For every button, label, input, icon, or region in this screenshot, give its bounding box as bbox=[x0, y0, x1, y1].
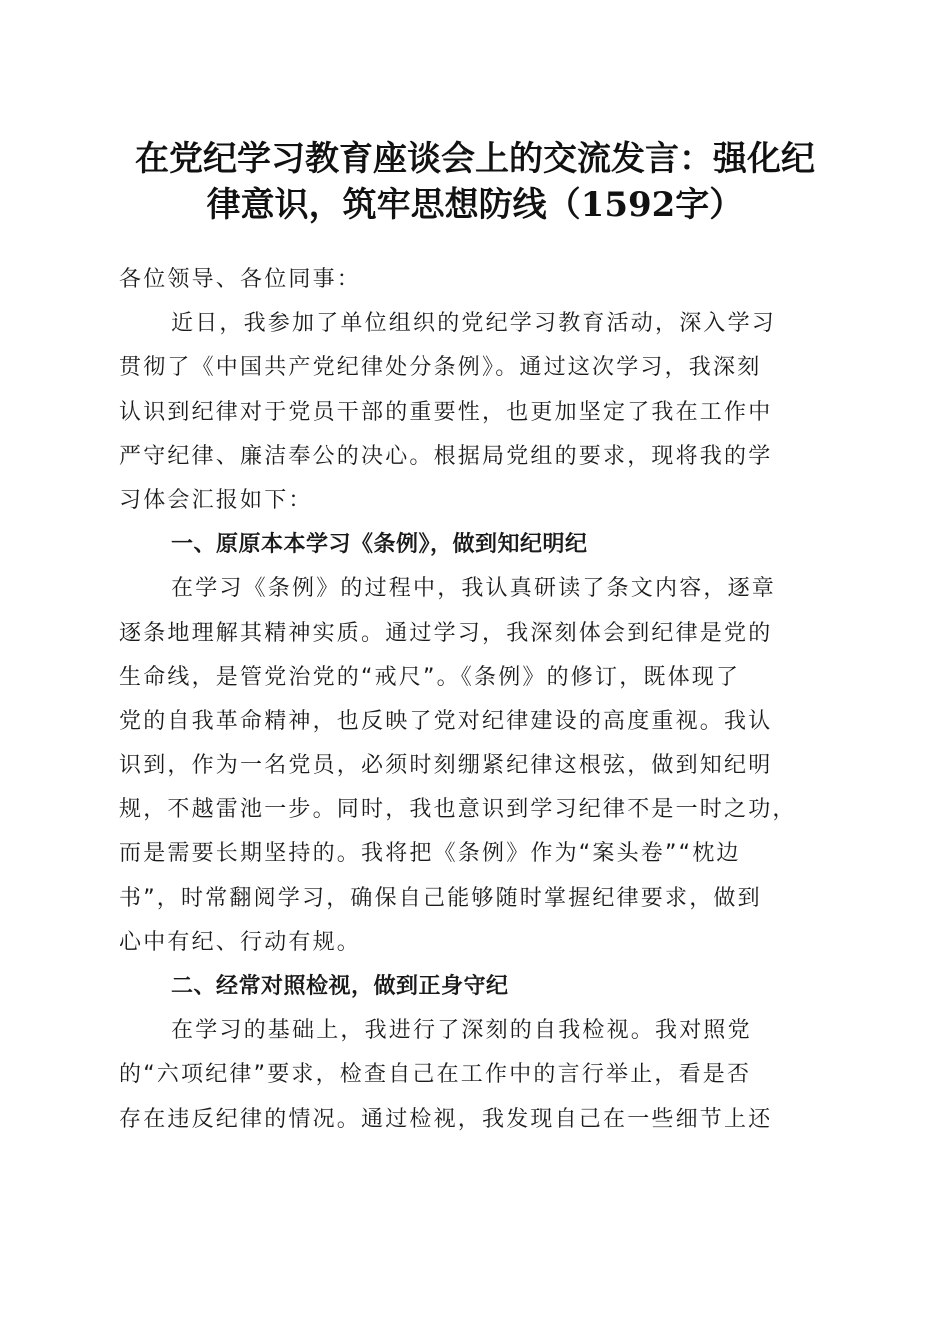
paragraph-line: 认识到纪律对于党员干部的重要性，也更加坚定了我在工作中 bbox=[119, 399, 773, 425]
paragraph-line: 心中有纪、行动有规。 bbox=[119, 929, 362, 955]
title-line: 律意识，筑牢思想防线（1592字） bbox=[206, 185, 744, 225]
paragraph-line: 党的自我革命精神，也反映了党对纪律建设的高度重视。我认 bbox=[119, 708, 773, 734]
document-body bbox=[119, 258, 834, 1142]
paragraph-line: 存在违反纪律的情况。通过检视，我发现自己在一些细节上还 bbox=[119, 1106, 773, 1132]
paragraph-line: 严守纪律、廉洁奉公的决心。根据局党组的要求，现将我的学 bbox=[119, 443, 773, 469]
section-heading: 二、经常对照检视，做到正身守纪 bbox=[171, 974, 509, 999]
salutation: 各位领导、各位同事： bbox=[119, 267, 362, 292]
paragraph-line: 逐条地理解其精神实质。通过学习，我深刻体会到纪律是党的 bbox=[119, 620, 773, 646]
paragraph-line: 在学习《条例》的过程中，我认真研读了条文内容，逐章 bbox=[171, 576, 777, 602]
paragraph-line: 贯彻了《中国共产党纪律处分条例》。通过这次学习，我深刻 bbox=[119, 355, 762, 381]
paragraph-line: 而是需要长期坚持的。我将把《条例》作为“案头卷”“枕边 bbox=[119, 841, 741, 867]
paragraph-line: 习体会汇报如下： bbox=[119, 487, 313, 513]
paragraph-line: 规，不越雷池一步。同时，我也意识到学习纪律不是一时之功， bbox=[119, 797, 797, 823]
paragraph-line: 在学习的基础上，我进行了深刻的自我检视。我对照党 bbox=[171, 1018, 752, 1044]
paragraph-line: 近日，我参加了单位组织的党纪学习教育活动，深入学习 bbox=[171, 311, 777, 337]
paragraph-line: 识到，作为一名党员，必须时刻绷紧纪律这根弦，做到知纪明 bbox=[119, 753, 773, 779]
paragraph-line: 书”，时常翻阅学习，确保自己能够随时掌握纪律要求，做到 bbox=[119, 885, 762, 911]
paragraph-line: 生命线，是管党治党的“戒尺”。《条例》的修订，既体现了 bbox=[119, 664, 741, 690]
section-heading: 一、原原本本学习《条例》，做到知纪明纪 bbox=[171, 532, 588, 558]
document-title bbox=[100, 136, 850, 228]
paragraph-line: 的“六项纪律”要求，检查自己在工作中的言行举止，看是否 bbox=[119, 1062, 752, 1088]
title-line: 在党纪学习教育座谈会上的交流发言：强化纪 bbox=[135, 139, 815, 179]
